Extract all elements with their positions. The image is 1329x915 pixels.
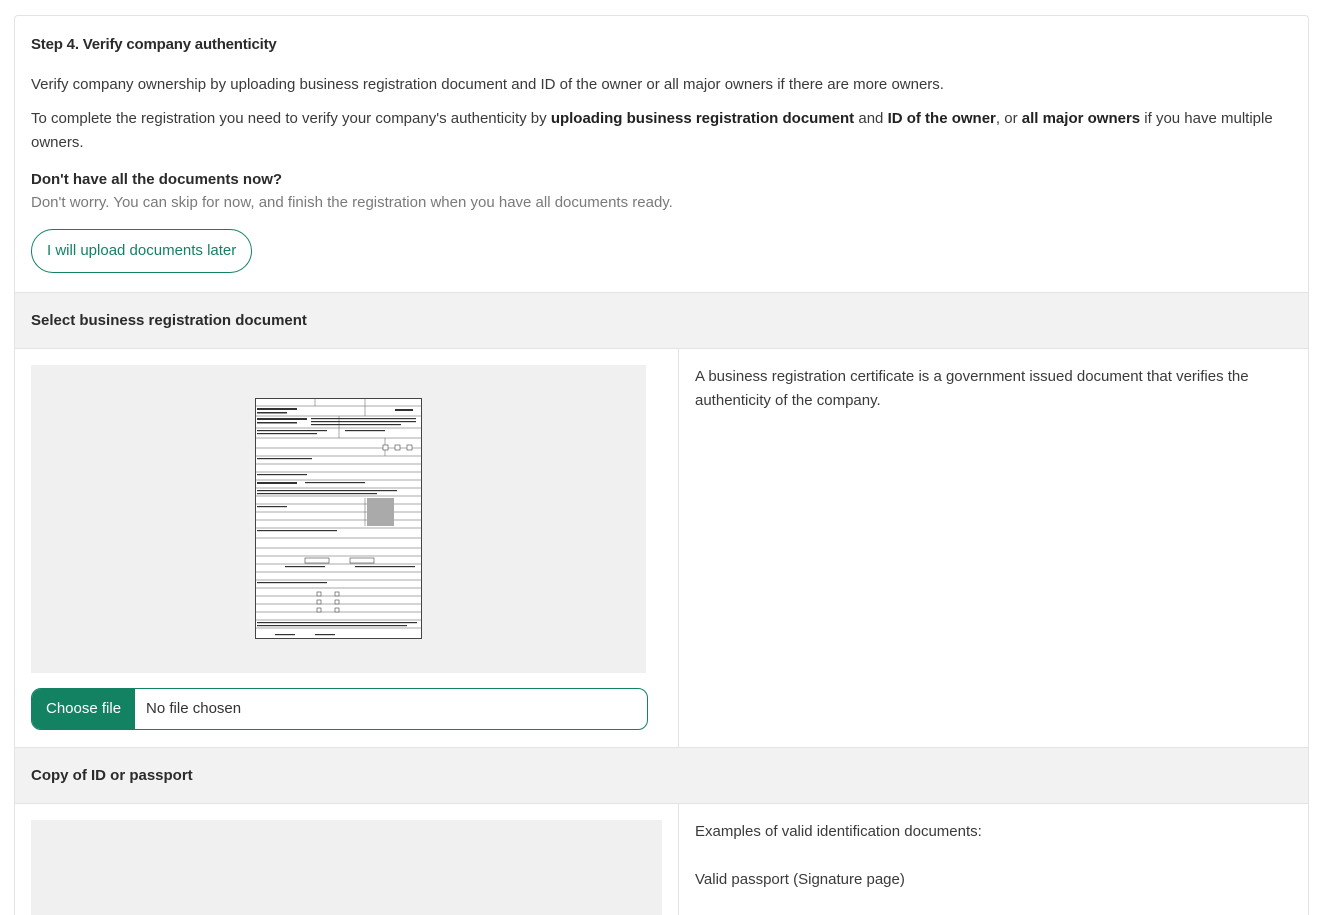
business-registration-upload [15,349,679,747]
document-preview [31,365,646,673]
detail-part-2: and [854,110,888,127]
id-copy-upload [15,804,679,915]
detail-text [31,107,1292,155]
detail-bold-1: uploading business registration document [550,110,855,127]
verification-card [14,15,1309,915]
detail-part-3: , or [995,110,1022,127]
choose-file-button[interactable]: Choose file [32,689,135,729]
sample-registration-document-image [255,398,422,639]
business-registration-description [679,349,1308,747]
business-registration-heading: Select business registration document [15,292,1308,349]
registration-description-text: A business registration certificate is a government issued document that verifies the authenticity of the company. [695,368,1249,409]
missing-docs-heading: Don't have all the documents now? [31,171,283,188]
id-copy-heading: Copy of ID or passport [15,747,1308,804]
id-preview [31,820,662,915]
id-example-passport: Valid passport (Signature page) [695,871,905,888]
step-title: Step 4. Verify company authenticity [31,36,277,53]
detail-bold-3: all major owners [1021,110,1141,127]
id-copy-section [15,804,1308,915]
intro-text: Verify company ownership by uploading business registration document and ID of the owner or all major owners if there are more owners. [31,76,944,93]
detail-part-1: To complete the registration you need to verify your company's authenticity by [31,110,551,127]
intro-section [15,16,1308,292]
business-registration-section [15,349,1308,747]
file-status: No file chosen [146,700,242,717]
missing-docs-text: Don't worry. You can skip for now, and finish the registration when you have all documents ready. [31,194,673,211]
id-copy-description [679,804,1308,915]
business-registration-file-input[interactable] [31,688,648,730]
detail-bold-2: ID of the owner [887,110,996,127]
id-examples-heading: Examples of valid identification documents: [695,823,982,840]
detail-part-4: if you have multiple owners. [31,110,1273,151]
upload-later-button[interactable]: I will upload documents later [31,229,252,273]
